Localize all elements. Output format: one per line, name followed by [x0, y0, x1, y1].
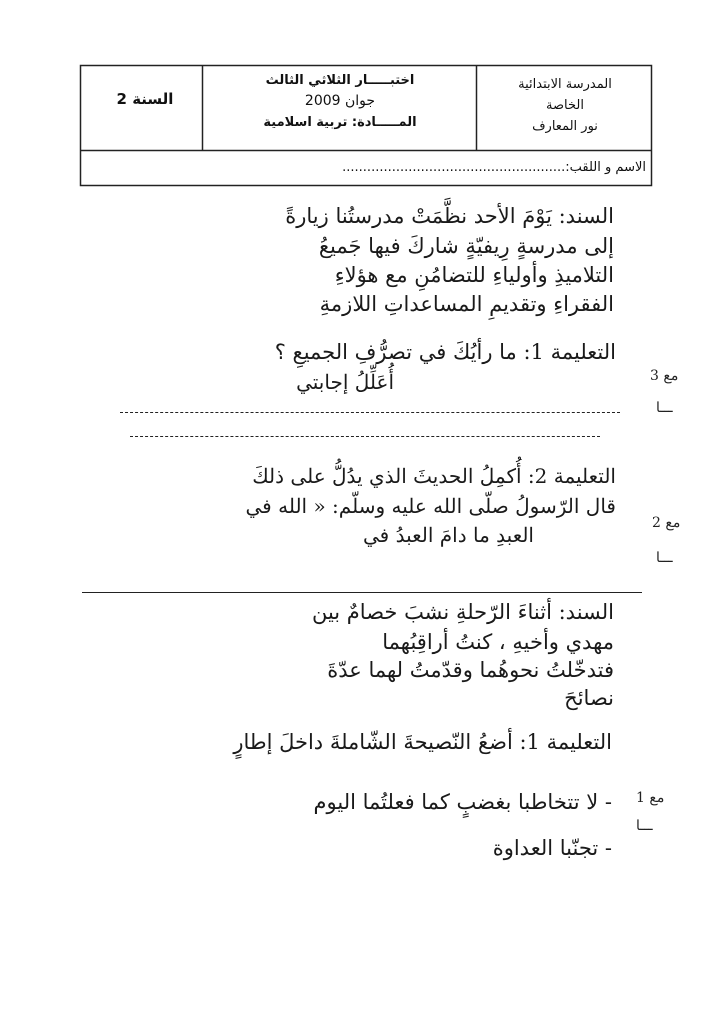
- grade-mark-3: مع 1: [636, 790, 665, 806]
- school-year: السنة 2: [116, 90, 174, 108]
- section-divider: [82, 592, 642, 593]
- school-line-2: الخاصة: [546, 98, 584, 113]
- option-2[interactable]: - تجنّبا العداوة: [492, 836, 612, 860]
- grade-mark-1: مع 3: [650, 368, 679, 384]
- support-text-line-1: السند: يَوْمَ الأحد نظَّمَتْ مدرستُنا زيارةً: [285, 204, 614, 228]
- exam-title: اختبـــــار الثلاثي الثالث: [265, 73, 415, 88]
- grade-box-3[interactable]: ـــا: [636, 818, 653, 834]
- instruction-1: التعليمة 1: ما رأيُكَ في تصرُّفِ الجميعِ ؟: [274, 340, 616, 364]
- support-text-2-line-2: مهدي وأخيهِ ، كنتُ أراقِبُهما: [382, 630, 614, 654]
- support-text-line-3: التلاميذِ وأولياءِ للتضامُنِ مع هؤلاءِ: [334, 263, 614, 287]
- school-name-block: [480, 74, 650, 137]
- hadith-line-1: قال الرّسولُ صلّى الله عليه وسلّم: « الله في: [245, 494, 616, 518]
- student-name-field[interactable]: الاسم و اللقب:......................................................: [342, 160, 646, 175]
- answer-line-1[interactable]: [120, 412, 620, 413]
- instruction-1-sub: أُعَلِّلُ إجابتي: [296, 370, 394, 394]
- school-line-1: المدرسة الابتدائية: [518, 77, 612, 92]
- instruction-2-1: التعليمة 1: أضعُ النّصيحةَ الشّاملةَ داخلَ إطارٍ: [233, 730, 612, 754]
- support-text-2-line-3: فتدخّلتُ نحوهُما وقدّمتُ لهما عدّةَ: [327, 658, 614, 682]
- option-1[interactable]: - لا تتخاطبا بغضبٍ كما فعلتُما اليوم: [313, 790, 612, 814]
- subject-label: المـــــادة: تربية اسلامية: [263, 115, 417, 130]
- grade-box-1[interactable]: ـــا: [656, 400, 673, 416]
- instruction-2: التعليمة 2: أُكمِلُ الحديثَ الذي يدُلُّ على ذلكَ: [252, 464, 616, 488]
- exam-date: جوان 2009: [304, 93, 376, 109]
- support-text-2-line-4: نصائحَ: [564, 686, 614, 710]
- school-line-3: نور المعارف: [532, 119, 598, 134]
- hadith-line-2: العبدِ ما دامَ العبدُ في: [363, 523, 534, 547]
- grade-mark-2: مع 2: [652, 515, 681, 531]
- exam-info-block: [206, 70, 474, 133]
- section-2: [0, 596, 724, 926]
- grade-box-2[interactable]: ـــا: [656, 550, 673, 566]
- section-1: [0, 190, 724, 590]
- support-text-line-2: إلى مدرسةٍ رِيفيّةٍ شاركَ فيها جَميعُ: [318, 234, 614, 258]
- support-text-2-line-1: السند: أثناءَ الرّحلةِ نشبَ خصامٌ بين: [311, 600, 614, 624]
- support-text-line-4: الفقراءِ وتقديمِ المساعداتِ اللازمةِ: [319, 292, 614, 316]
- answer-line-2[interactable]: [130, 436, 600, 437]
